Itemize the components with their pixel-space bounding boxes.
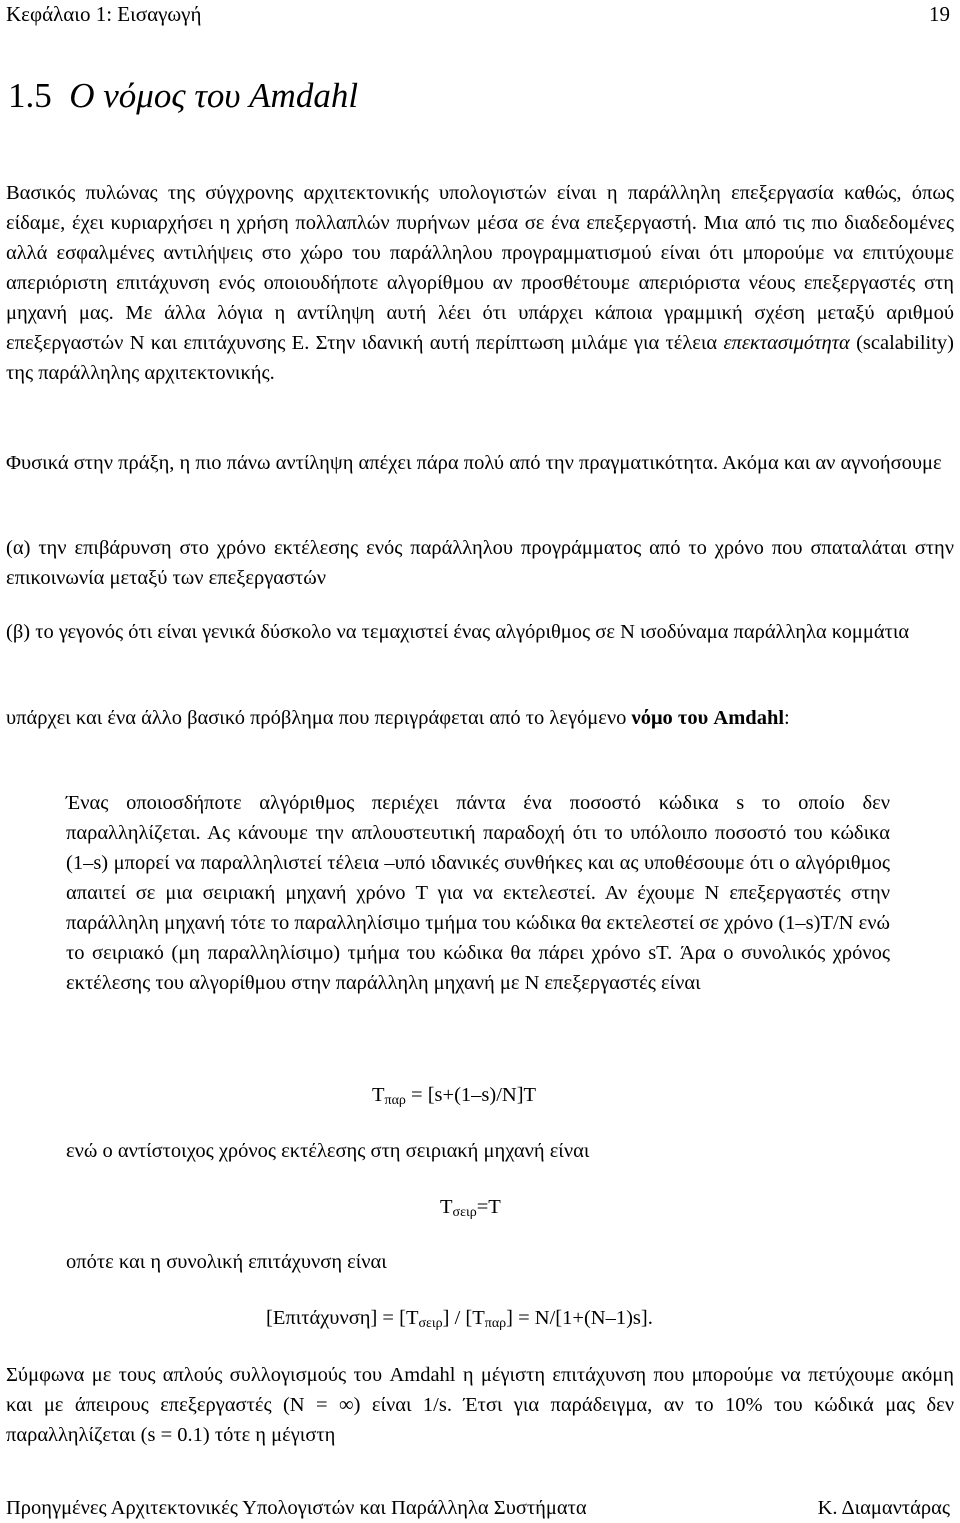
- running-header-chapter: Κεφάλαιο 1: Εισαγωγή: [6, 2, 202, 26]
- amdahl-intro-paragraph: [6, 703, 954, 733]
- colon: :: [784, 707, 790, 729]
- intro-text: Βασικός πυλώνας της σύγχρονης αρχιτεκτονικής υπολογιστών είναι η παράλληλη επεξεργασία καθώς, όπως είδαμε, έχει κυριαρχήσει η χρήση πολλαπλών πυρήνων μέσα σε ένα επεξεργαστή. Μια από τις πιο διαδεδομένες αλλά εσφαλμένες αντιλήψεις στο χώρο του παράλληλου προγραμματισμού είναι ότι μπορούμε να επιτύχουμε απεριόριστη επιτάχυνση ενός οποιουδήποτε αλγορίθμου αν προσθέτουμε απεριόριστα νέους επεξεργαστές στη μηχανή μας. Με άλλα λόγια η αντίληψη αυτή λέει ότι υπάρχει κάποια γραμμική σχέση μεταξύ αριθμού επεξεργαστών Ν και επιτάχυνσης Ε. Στην ιδανική αυτή περίπτωση μιλάμε για τέλεια: [6, 182, 954, 354]
- formula-expression: =T: [476, 1196, 501, 1218]
- parallel-time-formula: [372, 1080, 536, 1110]
- conclusion-paragraph: Σύμφωνα με τους απλούς συλλογισμούς του Amdahl η μέγιστη επιτάχυνση που μπορούμε να πετύχουμε ακόμη και με άπειρους επεξεργαστές (Ν = ∞) είναι 1/s. Έτσι για παράδειγμα, αν το 10% του κώδικά μας δεν παραλληλίζεται (s = 0.1) τότε η μέγιστη: [6, 1364, 954, 1446]
- formula-part: ] / [T: [442, 1307, 485, 1329]
- page-number: 19: [929, 2, 950, 26]
- formula-subscript: σειρ: [452, 1205, 477, 1220]
- formula-subscript: σειρ: [418, 1316, 443, 1331]
- serial-time-formula: [440, 1192, 501, 1222]
- amdahl-intro-text: υπάρχει και ένα άλλο βασικό πρόβλημα που περιγράφεται από το λεγόμενο: [6, 707, 632, 729]
- formula-subscript: παρ: [384, 1093, 406, 1108]
- serial-time-text: ενώ ο αντίστοιχος χρόνος εκτέλεσης στη σειριακή μηχανή είναι: [66, 1140, 590, 1162]
- footer-course-title: Προηγμένες Αρχιτεκτονικές Υπολογιστών και Παράλληλα Συστήματα: [6, 1497, 587, 1519]
- formula-expression: = [s+(1–s)/N]T: [405, 1084, 537, 1106]
- footer-author: Κ. Διαμαντάρας: [817, 1497, 950, 1519]
- section-number: 1.5: [8, 76, 52, 115]
- formula-symbol: T: [372, 1084, 385, 1106]
- overhead-item-a: (α) την επιβάρυνση στο χρόνο εκτέλεσης ενός παράλληλου προγράμματος από το χρόνο που σπαταλάται στην επικοινωνία μεταξύ των επεξεργαστών: [6, 537, 954, 589]
- formula-symbol: T: [440, 1196, 453, 1218]
- partition-item-b: (β) το γεγονός ότι είναι γενικά δύσκολο να τεμαχιστεί ένας αλγόριθμος σε Ν ισοδύναμα παράλληλα κομμάτια: [6, 621, 910, 643]
- reality-paragraph: Φυσικά στην πράξη, η πιο πάνω αντίληψη απέχει πάρα πολύ από την πραγματικότητα. Ακόμα και αν αγνοήσουμε: [6, 452, 942, 474]
- formula-part: ] = N/[1+(N–1)s].: [506, 1307, 653, 1329]
- scalability-term: επεκτασιμότητα: [723, 332, 850, 354]
- intro-paragraph: [6, 178, 954, 388]
- speedup-formula: [266, 1303, 653, 1333]
- formula-part: [Επιτάχυνση] = [T: [266, 1307, 419, 1329]
- amdahl-name: Amdahl: [713, 707, 785, 729]
- intro-text-end: (scalability) της παράλληλης αρχιτεκτονικής.: [6, 332, 955, 384]
- speedup-text: οπότε και η συνολική επιτάχυνση είναι: [66, 1251, 387, 1273]
- amdahl-law-term: νόμο του: [631, 707, 709, 729]
- amdahl-quote-paragraph: Ένας οποιοσδήποτε αλγόριθμος περιέχει πάντα ένα ποσοστό κώδικα s το οποίο δεν παραλληλίζεται. Ας κάνουμε την απλουστευτική παραδοχή ότι το υπόλοιπο ποσοστό του κώδικα (1–s) μπορεί να παραλληλιστεί τέλεια –υπό ιδανικές συνθήκες και ας υποθέσουμε ότι ο αλγόριθμος απαιτεί σε μια σειριακή μηχανή χρόνο T για να εκτελεστεί. Αν έχουμε Ν επεξεργαστές στην παράλληλη μηχανή τότε το παραλληλίσιμο τμήμα του κώδικα θα εκτελεστεί σε χρόνο (1–s)T/N ενώ το σειριακό (μη παραλληλίσιμο) τμήμα του κώδικα θα πάρει χρόνο sT. Άρα ο συνολικός χρόνος εκτέλεσης του αλγορίθμου στην παράλληλη μηχανή με Ν επεξεργαστές είναι: [66, 792, 890, 994]
- section-heading: [8, 74, 358, 118]
- section-title: Ο νόμος του Amdahl: [69, 76, 359, 115]
- formula-subscript: παρ: [484, 1316, 507, 1331]
